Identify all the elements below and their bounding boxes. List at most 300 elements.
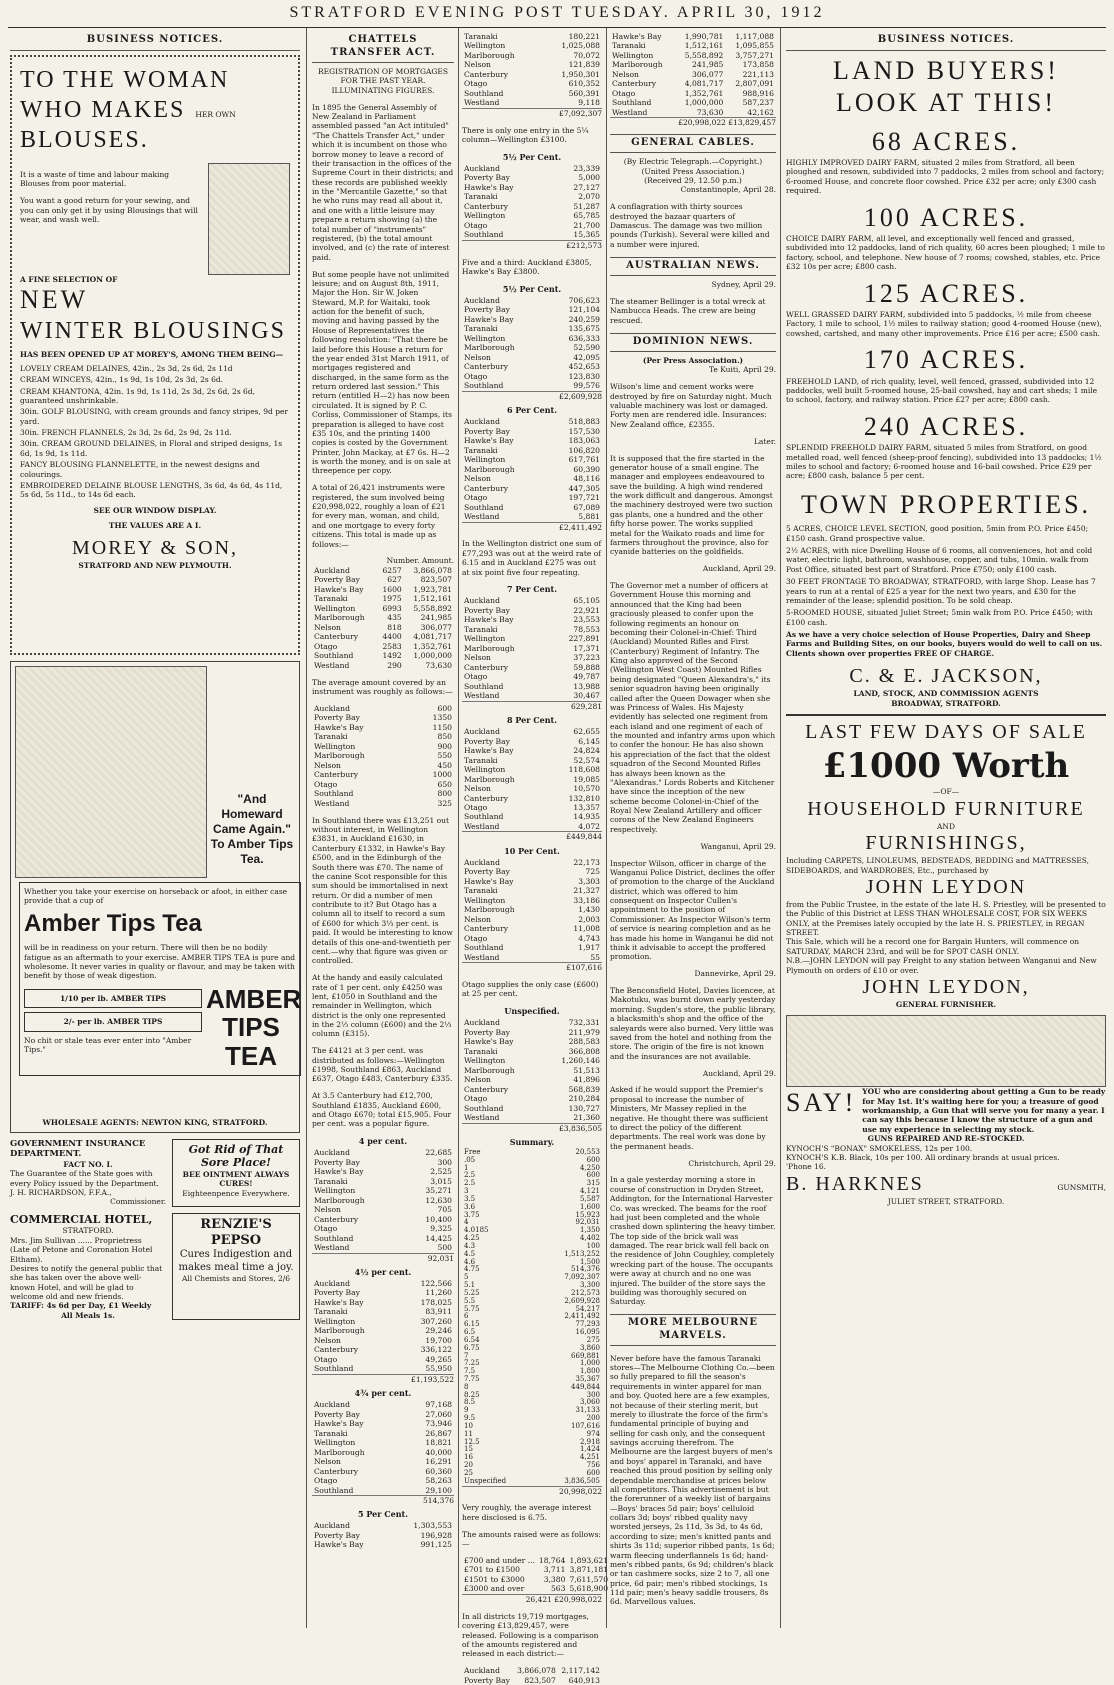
- rate-total: 514,376: [312, 1495, 454, 1505]
- table-row: [312, 1364, 454, 1373]
- row-label: Auckland: [464, 1018, 500, 1028]
- row-value: 1,350: [579, 1226, 600, 1235]
- table-row: [462, 1556, 610, 1565]
- rate-total: £3,836,505: [462, 1123, 602, 1133]
- row-value: 4,072: [578, 821, 600, 831]
- table-released: [462, 1666, 602, 1685]
- table-row: [462, 202, 602, 211]
- row-label: Taranaki: [314, 732, 348, 742]
- table-row: [462, 79, 602, 88]
- row-label: 6.15: [464, 1320, 480, 1329]
- row-label: Canterbury: [464, 69, 509, 79]
- row-label: Poverty Bay: [464, 173, 510, 183]
- row-value: 1,990,781: [684, 32, 724, 41]
- row-label: Poverty Bay: [314, 575, 360, 585]
- row-value: 518,883: [568, 417, 600, 427]
- property-item: 5 ACRES, CHOICE LEVEL SECTION, good position, 5min from P.O. Price £450; £150 cash. Grand prospective value.: [786, 524, 1089, 543]
- row-value: 1150: [432, 722, 452, 732]
- shotgun-illustration: [786, 1015, 1106, 1087]
- row-label: Otago: [464, 493, 488, 503]
- row-label: Taranaki: [464, 192, 498, 202]
- table-row: [462, 1423, 602, 1431]
- row-label: Westland: [464, 821, 500, 831]
- table-row: [462, 221, 602, 230]
- row-label: Auckland: [464, 857, 500, 867]
- amber-intro: Whether you take your exercise on horseback or afoot, in either case provide that a cup of: [24, 886, 288, 905]
- table-row: [462, 596, 602, 605]
- table-row: [462, 1149, 602, 1157]
- row-label: Hawke's Bay: [612, 32, 662, 41]
- row-label: Canterbury: [314, 1214, 359, 1224]
- column-4: [610, 32, 776, 1614]
- row-label: Hawke's Bay: [314, 1540, 364, 1550]
- row-label: £1501 to £3000: [464, 1574, 525, 1584]
- row-value: 4,402: [579, 1234, 600, 1243]
- table-rate-5-cont: [462, 32, 602, 108]
- ad-new: NEW: [20, 284, 89, 314]
- masthead: STRATFORD EVENING POST TUESDAY. APRIL 30, 1912: [289, 4, 825, 21]
- row-label: Otago: [314, 1476, 338, 1486]
- column-1: [10, 32, 300, 1320]
- table-row: [312, 1186, 454, 1195]
- table-row: [462, 41, 602, 50]
- row-label: Wellington: [464, 333, 506, 343]
- table-row: [312, 1476, 454, 1485]
- firm-place: STRATFORD AND NEW PLYMOUTH.: [78, 561, 232, 571]
- row-value: 26,867: [425, 1428, 452, 1438]
- row-value: 366,808: [568, 1046, 600, 1056]
- row-label: Poverty Bay: [314, 1530, 360, 1540]
- row-label: Nelson: [314, 622, 341, 632]
- table-row: [312, 780, 454, 789]
- row-label: Canterbury: [464, 483, 509, 493]
- row-label: Wellington: [464, 634, 506, 644]
- row-label: Nelson: [464, 474, 491, 484]
- row-label: Marlborough: [464, 464, 515, 474]
- renzie-title: RENZIE'S PEPSO: [200, 1216, 272, 1248]
- row-label: Auckland: [314, 565, 350, 575]
- row-label: Otago: [314, 779, 338, 789]
- row-value: 62,655: [573, 727, 600, 737]
- dateline: Dannevirke, April 29.: [694, 969, 776, 979]
- row-label: Canterbury: [314, 1466, 359, 1476]
- article-sub-2: ILLUMINATING FIGURES.: [331, 85, 435, 95]
- row-value: 211,979: [568, 1027, 600, 1037]
- row-label: Auckland: [464, 727, 500, 737]
- row-label: Hawke's Bay: [464, 1037, 514, 1047]
- row-value: 29,100: [425, 1485, 452, 1495]
- row-value: 275: [586, 1335, 600, 1344]
- row-label: 4: [464, 1218, 469, 1227]
- row-label: 5.75: [464, 1304, 480, 1313]
- table-unspecified: [462, 1018, 602, 1122]
- row-label: 5.1: [464, 1281, 476, 1290]
- article-head: CHATTELS TRANSFER ACT.: [312, 32, 454, 63]
- table-row: [462, 32, 602, 41]
- table-rate: [462, 164, 602, 240]
- list-item: 30in. GOLF BLOUSING, with cream grounds and fancy stripes, 9d per yard.: [20, 407, 289, 426]
- row-label: Otago: [612, 88, 636, 98]
- row-value: 122,566: [420, 1278, 452, 1288]
- row-label: Nelson: [464, 1075, 491, 1085]
- table-row: [462, 1047, 602, 1056]
- row-value: 447,305: [568, 483, 600, 493]
- renzie-sold: All Chemists and Stores, 2/6: [181, 1274, 291, 1284]
- harknes-address: JULIET STREET, STRATFORD.: [887, 1196, 1005, 1206]
- ad-window: SEE OUR WINDOW DISPLAY.: [93, 505, 217, 515]
- row-label: Canterbury: [464, 362, 509, 372]
- row-label: Wellington: [464, 211, 506, 221]
- table-row: [462, 867, 602, 876]
- row-value: 173,858: [742, 60, 774, 70]
- table-row: [312, 751, 454, 760]
- row-value: 48,116: [573, 474, 600, 484]
- released-total: £20,998,022 £13,829,457: [610, 117, 776, 127]
- row-value: 850: [437, 732, 452, 742]
- row-label: Taranaki: [314, 1176, 348, 1186]
- paragraph: A total of 26,421 instruments were registered, the sum involved being £20,998,022, roughly a loan of £21 for every man, woman, and child, and one mortgage to every forty citizens. This total is made up as follows:—: [312, 483, 446, 549]
- row-value: 132,810: [568, 793, 600, 803]
- row-value: 31,133: [575, 1406, 600, 1415]
- row-value: 4,743: [578, 933, 600, 943]
- row-value: 2,807,091: [735, 79, 774, 89]
- rate-total: £1,193,522: [312, 1374, 454, 1384]
- table-summary: [462, 1149, 602, 1486]
- row-value: 1,800: [579, 1367, 600, 1376]
- sale-amount: £1000 Worth: [822, 745, 1070, 786]
- row-label: Marlborough: [314, 1195, 365, 1205]
- amber-price-2: 2/- per lb. AMBER TIPS: [24, 1012, 202, 1031]
- row-value: 210,284: [568, 1094, 600, 1104]
- ad-intro-2: You want a good return for your sewing, and you can only get it by using Blousings that will wear, and wash well.: [20, 196, 198, 224]
- row-value: 196,928: [420, 1530, 452, 1540]
- row-value: 550: [437, 751, 452, 761]
- row-value: 1,430: [578, 905, 600, 915]
- table-row: [312, 1167, 454, 1176]
- row-value: 307,260: [420, 1316, 452, 1326]
- paragraph: Never before have the famous Taranaki stores—The Melbourne Clothing Co.—been so fully prepared to fill the season's requirements in winter apparel for man and boy. Quoted here are a few examples, not because of their sterling merit, but merely to illustrate the force of the firm's fundamental principle of buying and selling for cash only, and the consequent savings accruing therefrom. The Melbourne are the largest buyers of men's and boys' apparel in Taranaki, and have reached this proud position by selling only dependable merchandise at prices below all competitors. This advertisement is but the forerunner of a weekly list of bargains—Boys' braces 5d pair; boys' celluloid collars 3d; boys' ribbed quality navy worsted jerseys, 2s 11d, 3s 3d, to 4s 6d, according to size; men's knitted pants and shirts 3s 11d; superior ribbed pants, 1s 6d; warm fleecing underflannels 1s 6d; hand-men's ribbed pants, 6s 9d; children's black or tan cashmere socks, size 2 to 7, all one price, 6d pair; men's ribbed stockings, 1s 11d pair; men's heavy saddle trousers, 8s 6d. Marvellous values.: [610, 1353, 775, 1607]
- row-value: 49,265: [425, 1354, 452, 1364]
- paragraph: In a gale yesterday morning a store in course of construction in Dryden Street, Addington, for the International Harvester Co. was wrecked. The beams for the roof had just been completed and the whole crashed down splintering the heavy timber. The top side of the brick wall was damaged. The rear brick wall fell back on the residence of John Coughley, completely wrecking part of the house. The occupants were away at church and no one was injured. The builder of the store says the building was thoroughly secured on Saturday.: [610, 1175, 776, 1307]
- row-label: Southland: [464, 812, 504, 822]
- row-label: Poverty Bay: [314, 1409, 360, 1419]
- land-buyers: LAND BUYERS!: [833, 55, 1059, 85]
- row-value: 200: [586, 1414, 600, 1423]
- row-value: 2,609,928: [564, 1296, 600, 1305]
- dateline: Christchurch, April 29.: [688, 1158, 776, 1168]
- row-value: 6,145: [578, 736, 600, 746]
- table-row: [462, 1104, 602, 1113]
- table-row: [462, 305, 602, 314]
- sale-of: —OF—: [932, 787, 960, 797]
- table-row: [462, 1454, 602, 1462]
- row-label: 7: [464, 1351, 469, 1360]
- row-value: 29,246: [425, 1326, 452, 1336]
- row-value: 106,820: [568, 445, 600, 455]
- row-value: 77,293: [575, 1320, 600, 1329]
- row-value: 16,291: [425, 1457, 452, 1467]
- row-label: Nelson: [464, 653, 491, 663]
- morey-ad: [10, 55, 300, 655]
- list-item: CREAM WINCEYS, 42in., 1s 9d, 1s 10d, 2s 3d, 2s 6d.: [20, 375, 224, 385]
- harknes-ad: [786, 1087, 1106, 1134]
- row-label: 5.25: [464, 1288, 480, 1297]
- row-label: Wellington: [464, 41, 506, 51]
- table-row: [462, 682, 602, 691]
- row-label: 4.3: [464, 1241, 476, 1250]
- hotel-tariff: TARIFF: 4s 6d per Day, £1 Weekly: [10, 1301, 152, 1311]
- ad-title-1: TO THE WOMAN: [20, 66, 230, 93]
- article-sub-1: REGISTRATION OF MORTGAGES FOR THE PAST YEAR.: [317, 67, 449, 86]
- sale-furnishings: FURNISHINGS,: [865, 832, 1027, 855]
- row-value: 315: [586, 1179, 600, 1188]
- row-value: 157,530: [568, 426, 600, 436]
- table-rate-4: [312, 1148, 454, 1252]
- row-value: 60,390: [573, 464, 600, 474]
- table-row: [462, 822, 602, 831]
- table-row: [312, 704, 454, 713]
- row-value: 587,237: [742, 98, 774, 108]
- row-label: 9.5: [464, 1414, 476, 1423]
- row-value: 3,866,078: [413, 565, 452, 575]
- row-label: Wellington: [314, 1186, 356, 1196]
- rate-head: 10 Per Cent.: [504, 845, 560, 856]
- table-row: [462, 943, 602, 952]
- row-value: 991,125: [420, 1540, 452, 1550]
- row-label: 16: [464, 1453, 473, 1462]
- row-label: Wellington: [464, 455, 506, 465]
- row-value: 240,259: [568, 314, 600, 324]
- table-row: [462, 746, 602, 755]
- table-row: [312, 1419, 454, 1428]
- row-label: £701 to £1500: [464, 1565, 520, 1575]
- cable-source: (By Electric Telegraph.—Copyright.) (United Press Association.): [623, 157, 763, 176]
- row-label: Hawke's Bay: [464, 615, 514, 625]
- section-head: AUSTRALIAN NEWS.: [610, 257, 776, 277]
- hotel-proprietor: Mrs. Jim Sullivan ...... Proprietress: [10, 1235, 142, 1245]
- table-row: [462, 1329, 602, 1337]
- row-label: Poverty Bay: [464, 305, 510, 315]
- press-source: (Per Press Association.): [642, 356, 744, 366]
- row-value: 1,500: [579, 1257, 600, 1266]
- row-value: 4,121: [579, 1187, 600, 1196]
- row-label: 7.25: [464, 1359, 480, 1368]
- table-row: [312, 1326, 454, 1335]
- table-row: [462, 905, 602, 914]
- row-label: Otago: [464, 220, 488, 230]
- table-row: [312, 799, 454, 808]
- table-row: [462, 1478, 602, 1486]
- dateline: Later.: [753, 436, 776, 446]
- row-label: Unspecified: [464, 1476, 507, 1485]
- row-value: 1,424: [579, 1445, 600, 1454]
- row-value: 650: [437, 779, 452, 789]
- column-divider: [780, 28, 781, 1628]
- table-row: [462, 858, 602, 867]
- row-label: Wellington: [314, 1316, 356, 1326]
- row-value: 83,911: [425, 1307, 452, 1317]
- sale-text-2: This Sale, which will be a record one for Bargain Hunters, will commence on SATURDAY, MARCH 23rd, and will be for SPOT CASH ONLY.: [786, 937, 1080, 956]
- row-label: Hawke's Bay: [464, 314, 514, 324]
- row-value: 54,217: [575, 1304, 600, 1313]
- row-value: 500: [437, 1243, 452, 1253]
- row-label: Southland: [464, 502, 504, 512]
- table-row: [462, 1172, 602, 1180]
- row-label: Wellington: [464, 1056, 506, 1066]
- table-row: [312, 1521, 454, 1530]
- list-item: EMBROIDERED DELAINE BLOUSE LENGTHS, 3s 6d, 4s 6d, 4s 11d, 5s 6d, 5s 11d., to 14s 6d each.: [20, 480, 283, 500]
- table-row: [610, 79, 776, 88]
- ad-title-3: BLOUSES.: [20, 126, 149, 153]
- table-row: [312, 1400, 454, 1409]
- acre-head: 68 ACRES.: [871, 126, 1021, 156]
- properties-note: As we have a very choice selection of House Properties, Dairy and Sheep Farms and Building Sites, on our books, buyers would do well to call on us. Clients shown over properties FREE OF CHARGE.: [786, 630, 1103, 658]
- column-2: [312, 32, 454, 1550]
- table-row: [462, 727, 602, 736]
- table-row: [462, 1584, 610, 1593]
- row-label: 1: [464, 1163, 469, 1172]
- row-label: 5.5: [464, 1296, 476, 1305]
- row-label: Poverty Bay: [464, 426, 510, 436]
- row-label: 10: [464, 1421, 473, 1430]
- table-row: [462, 1066, 602, 1075]
- table-row: [462, 417, 602, 426]
- table-row: [312, 1196, 454, 1205]
- table-row: [610, 108, 776, 117]
- amber-big: AMBER TIPS TEA: [206, 983, 302, 1071]
- row-label: Canterbury: [464, 1084, 509, 1094]
- table-row: [312, 1158, 454, 1167]
- row-value: 3,871,181: [569, 1565, 609, 1575]
- table-row: [462, 436, 602, 445]
- table-row: [312, 1317, 454, 1326]
- table-row: [462, 615, 602, 624]
- rate-head: 7 Per Cent.: [507, 584, 557, 595]
- bee-price: Eighteenpence Everywhere.: [182, 1188, 290, 1198]
- row-value: 15,923: [575, 1210, 600, 1219]
- table-rate-10: [462, 858, 602, 962]
- row-label: 2.5: [464, 1171, 476, 1180]
- row-value: 183,063: [568, 436, 600, 446]
- row-value: 3,015: [430, 1176, 452, 1186]
- row-label: Auckland: [464, 296, 500, 305]
- row-label: Wellington: [464, 895, 506, 905]
- look-at-this: LOOK AT THIS!: [835, 88, 1057, 117]
- row-label: £3000 and over: [464, 1584, 525, 1594]
- amber-tips-ad: [10, 661, 300, 1133]
- acre-text: CHOICE DAIRY FARM, all level, and exceptionally well fenced and grassed, subdivided into 12 paddocks, land of rich quality, 60 acres been ploughed; 1 mile to factory, school, and telephone. New house of 7 rooms; cowshed, stables, etc. Price £32 10s per acre; £800 cash.: [786, 234, 1105, 272]
- table-row: [462, 606, 602, 615]
- row-label: Southland: [314, 1233, 354, 1243]
- column-divider: [458, 28, 459, 1628]
- row-value: 1,000,000: [413, 651, 452, 661]
- paragraph: The Benconsfield Hotel, Davies licencee, at Makotuku, was burnt down early yesterday morning. Sugden's store, the public library, a blacksmith's shop and the office of the saleyards were also burned. Very little was saved from the hotel and nothing from the store. The origin of the fire is not known and the insurances are not available.: [610, 986, 776, 1061]
- row-value: 600: [437, 703, 452, 713]
- table-row: [462, 877, 602, 886]
- row-value: 97,168: [425, 1400, 452, 1410]
- section-head: MORE MELBOURNE MARVELS.: [610, 1314, 776, 1346]
- row-label: 3.75: [464, 1210, 480, 1219]
- dateline: Sydney, April 29.: [711, 280, 776, 290]
- row-value: 17,371: [573, 643, 600, 653]
- table-row: [462, 324, 602, 333]
- row-label: Taranaki: [464, 755, 498, 765]
- row-value: 823,507: [420, 575, 452, 585]
- row-label: Westland: [464, 512, 500, 522]
- table-row: [462, 164, 602, 173]
- paragraph: The steamer Bellinger is a total wreck at Nambucca Heads. The crew are being rescued.: [610, 296, 766, 325]
- row-label: 25: [464, 1468, 473, 1477]
- row-value: 241,985: [691, 60, 724, 70]
- row-label: 6.54: [464, 1335, 480, 1344]
- row-label: 7.5: [464, 1367, 476, 1376]
- row-value: 450: [437, 760, 452, 770]
- bee-ointment-ad: [172, 1139, 300, 1207]
- gov-name: J. H. RICHARDSON, F.F.A.,: [10, 1187, 112, 1197]
- table-row: [610, 70, 776, 79]
- table-row: [462, 1094, 602, 1103]
- row-value: 10,570: [573, 784, 600, 794]
- row-label: 4.6: [464, 1257, 476, 1266]
- row-value: 4400: [382, 632, 402, 642]
- table-row: [610, 98, 776, 107]
- row-value: 78,553: [573, 624, 600, 634]
- table-columns: Number. Amount.: [386, 556, 454, 566]
- table-row: [462, 634, 602, 643]
- row-label: Marlborough: [612, 60, 663, 70]
- row-value: 3,757,271: [735, 50, 774, 60]
- row-label: Marlborough: [464, 774, 515, 784]
- table-row: [312, 1486, 454, 1495]
- leydon-name: JOHN LEYDON: [865, 875, 1027, 898]
- row-value: 35,367: [575, 1375, 600, 1383]
- row-value: 452,653: [568, 362, 600, 372]
- table-row: [462, 784, 602, 793]
- row-label: Poverty Bay: [464, 1675, 510, 1685]
- table-row: [462, 60, 602, 69]
- sale-and: AND: [937, 821, 955, 831]
- column-divider: [306, 28, 307, 1628]
- say: SAY!: [786, 1088, 857, 1118]
- row-label: Free: [464, 1147, 481, 1156]
- acre-text: SPLENDID FREEHOLD DAIRY FARM, situated 5 miles from Stratford, on good metalled road, well fenced (sheep-proof fencing), subdivided into 13 paddocks; 1½ miles to school and factory; 6-roomed house and 16-bail cowshed. Price £29 per acre; £800 cash, balance 5 per cent.: [786, 443, 1102, 481]
- row-value: 6257: [382, 565, 402, 575]
- row-value: 27,127: [573, 182, 600, 192]
- table-row: [462, 474, 602, 483]
- row-label: Hawke's Bay: [314, 584, 364, 594]
- row-label: Auckland: [314, 703, 350, 713]
- note: Very roughly, the average interest here disclosed is 6.75.: [462, 1503, 592, 1522]
- table-row: [462, 1028, 602, 1037]
- table-row: [312, 1336, 454, 1345]
- rate-total: 92,031: [312, 1253, 454, 1263]
- row-label: £700 and under ...: [464, 1555, 535, 1565]
- row-value: 4,081,717: [413, 632, 452, 642]
- blouse-illustration: [208, 163, 290, 275]
- row-label: Nelson: [314, 1205, 341, 1215]
- table-row: [462, 924, 602, 933]
- say-text: YOU who are considering about getting a Gun to be ready for May 1st. It's waiting here for you; a treasure of good workmanship, a Gun that will serve you for many a year. I can say this because I know the structure of a gun and use my experience in selecting my stock.: [862, 1087, 1106, 1134]
- row-label: Taranaki: [464, 324, 498, 334]
- row-value: 55: [590, 952, 600, 962]
- row-value: 9,325: [430, 1224, 452, 1234]
- row-label: Westland: [314, 798, 350, 808]
- table-row: [312, 575, 454, 584]
- row-value: 60,360: [425, 1466, 452, 1476]
- row-value: 58,263: [425, 1476, 452, 1486]
- row-value: 42,095: [573, 352, 600, 362]
- paragraph: The £4121 at 3 per cent. was distributed as follows:—Wellington £1998, Southland £863, Auckland £637, Otago £483, Canterbury £335.: [312, 1046, 453, 1084]
